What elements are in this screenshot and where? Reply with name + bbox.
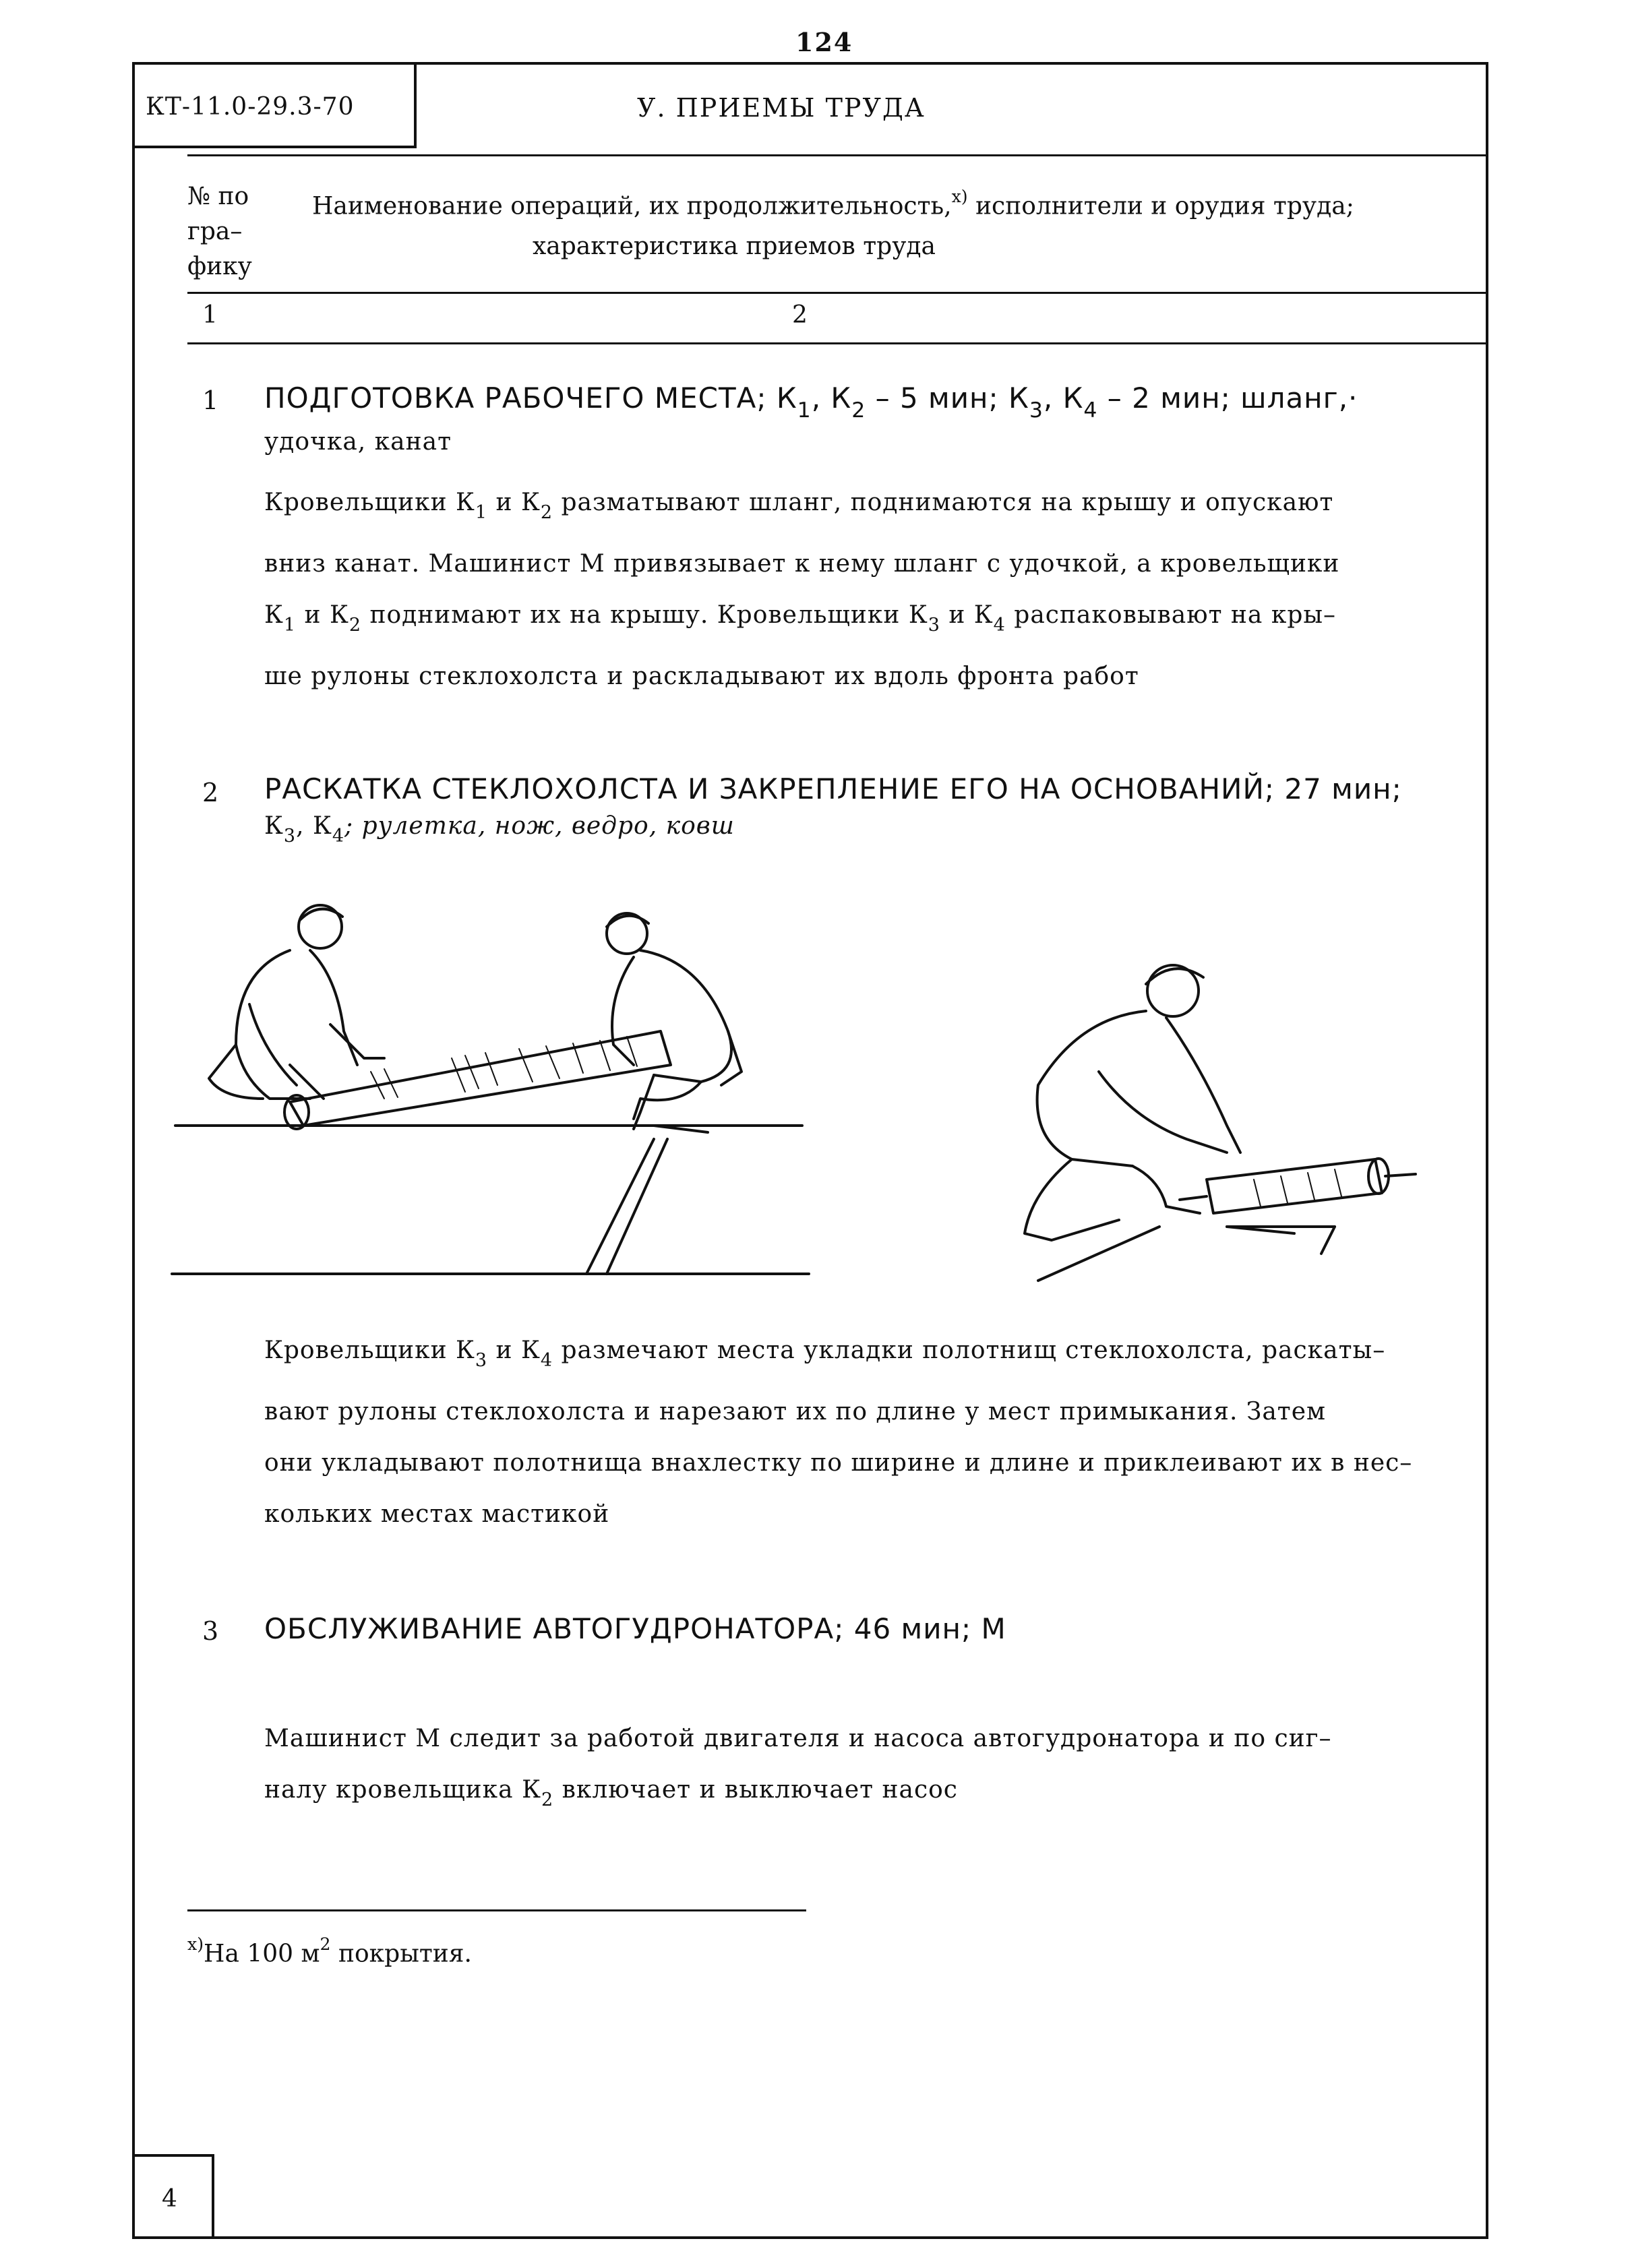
- page-number: 124: [795, 27, 853, 57]
- text-part: размечают места укладки полотнищ стеклохолста, раскаты–: [553, 1337, 1386, 1364]
- text-part: и К: [296, 601, 349, 630]
- header-col2-line2: характеристика приемов труда: [533, 233, 936, 260]
- description-line: [264, 590, 1339, 651]
- illustration-kneeling-roofer: [944, 937, 1429, 1287]
- text-part: распаковывают на кры–: [1005, 601, 1337, 630]
- text-part: и К: [487, 489, 541, 516]
- header-col1-line: гра–: [187, 218, 243, 245]
- header-col1-line: № по: [187, 183, 249, 210]
- subscript: 1: [797, 398, 812, 423]
- operation-title: РАСКАТКА СТЕКЛОХОЛСТА И ЗАКРЕПЛЕНИЕ ЕГО НА ОСНОВАНИЙ; 27 мин;: [264, 772, 1402, 805]
- operation-description: [264, 477, 1339, 702]
- text-part: Кровельщики К: [264, 1337, 475, 1364]
- description-line: [264, 1386, 1412, 1438]
- text-part: разматывают шланг, поднимаются на крышу и опускают: [553, 489, 1334, 516]
- sheet-number: 4: [162, 2185, 177, 2213]
- subscript: 1: [475, 502, 488, 524]
- text-part: и К: [487, 1337, 541, 1364]
- subscript: 4: [1083, 398, 1098, 423]
- description-line: [264, 477, 1339, 539]
- text-part: налу кровельщика К: [264, 1776, 541, 1804]
- text-part: Машинист М следит за работой двигателя и насоса автогудронатора и по сиг–: [264, 1725, 1332, 1752]
- text-part: вниз канат. Машинист М привязывает к нему шланг с удочкой, а кровельщики: [264, 550, 1340, 578]
- footnote: [187, 1934, 472, 1968]
- operation-number: 2: [202, 778, 219, 807]
- document-code: КТ-11.0-29.3-70: [146, 93, 355, 121]
- subscript: 4: [540, 1350, 553, 1372]
- text-part: К: [264, 601, 284, 630]
- header-col1-line: фику: [187, 253, 252, 280]
- text-part: поднимают их на крышу. Кровельщики К: [361, 601, 928, 630]
- title-part: – 5 мин; К: [866, 381, 1029, 415]
- subscript: 4: [332, 826, 344, 847]
- description-line: [264, 651, 1339, 702]
- superscript: 2: [320, 1934, 331, 1954]
- subscript: 3: [928, 615, 940, 636]
- text-part: вают рулоны стеклохолста и нарезают их по длине у мест примыкания. Затем: [264, 1398, 1327, 1426]
- operation-number: 1: [202, 386, 219, 415]
- footnote-mark: x): [951, 187, 968, 206]
- illustration-rolling-roll: [169, 896, 876, 1281]
- header-col2-text: исполнители и орудия труда;: [975, 192, 1354, 220]
- subscript: 3: [1029, 398, 1044, 423]
- operation-number: 3: [202, 1616, 219, 1646]
- subscript: 1: [283, 615, 297, 636]
- header-col1-number: 1: [202, 301, 218, 329]
- text-part: кольких местах мастикой: [264, 1500, 610, 1529]
- operation-title-line2: [264, 801, 735, 862]
- text-part: включает и выключает насос: [553, 1776, 958, 1804]
- title-part: , К: [1043, 381, 1084, 415]
- title-part: , К: [811, 381, 852, 415]
- operation-title: ОБСЛУЖИВАНИЕ АВТОГУДРОНАТОРА; 46 мин; М: [264, 1612, 1006, 1645]
- subscript: 2: [540, 502, 553, 524]
- footnote-text: На 100 м: [204, 1940, 320, 1968]
- description-line: [264, 1438, 1412, 1489]
- footnote-rule: [187, 1909, 806, 1911]
- footnote-mark: x): [187, 1934, 204, 1954]
- text-part: Кровельщики К: [264, 489, 475, 516]
- header-top-rule: [187, 154, 1488, 156]
- text-part: К: [264, 812, 284, 840]
- subscript: 3: [283, 826, 297, 847]
- title-part: ПОДГОТОВКА РАБОЧЕГО МЕСТА; К: [264, 381, 797, 415]
- operation-description: [264, 1325, 1412, 1540]
- header-col2-line1: [312, 179, 1354, 224]
- text-part: , К: [296, 812, 332, 840]
- text-part: ше рулоны стеклохолста и раскладывают их вдоль фронта работ: [264, 663, 1139, 691]
- section-title: У. ПРИЕМЫ ТРУДА: [637, 93, 926, 123]
- description-line: [264, 539, 1339, 590]
- text-part: они укладывают полотнища внахлестку по ширине и длине и приклеивают их в нес–: [264, 1449, 1413, 1477]
- subscript: 2: [349, 615, 361, 636]
- text-part: и К: [940, 601, 994, 630]
- operation-description: [264, 1713, 1332, 1826]
- description-line: [264, 1325, 1412, 1386]
- description-line: [264, 1765, 1332, 1826]
- operation-title-line2: удочка, канат: [264, 428, 452, 456]
- subscript: 2: [851, 398, 866, 423]
- text-part: ; рулетка, нож, ведро, ковш: [344, 812, 735, 840]
- description-line: [264, 1713, 1332, 1765]
- footnote-text: покрытия.: [330, 1940, 472, 1968]
- header-col1-label: [187, 179, 252, 284]
- title-part: – 2 мин; шланг,·: [1097, 381, 1358, 415]
- subscript: 4: [993, 615, 1006, 636]
- subscript: 2: [541, 1789, 554, 1811]
- header-mid-rule: [187, 292, 1488, 294]
- header-bottom-rule: [187, 342, 1488, 344]
- header-col2-number: 2: [792, 301, 808, 329]
- header-col2-text: Наименование операций, их продолжительность,: [312, 192, 952, 220]
- description-line: [264, 1489, 1412, 1540]
- subscript: 3: [475, 1350, 488, 1372]
